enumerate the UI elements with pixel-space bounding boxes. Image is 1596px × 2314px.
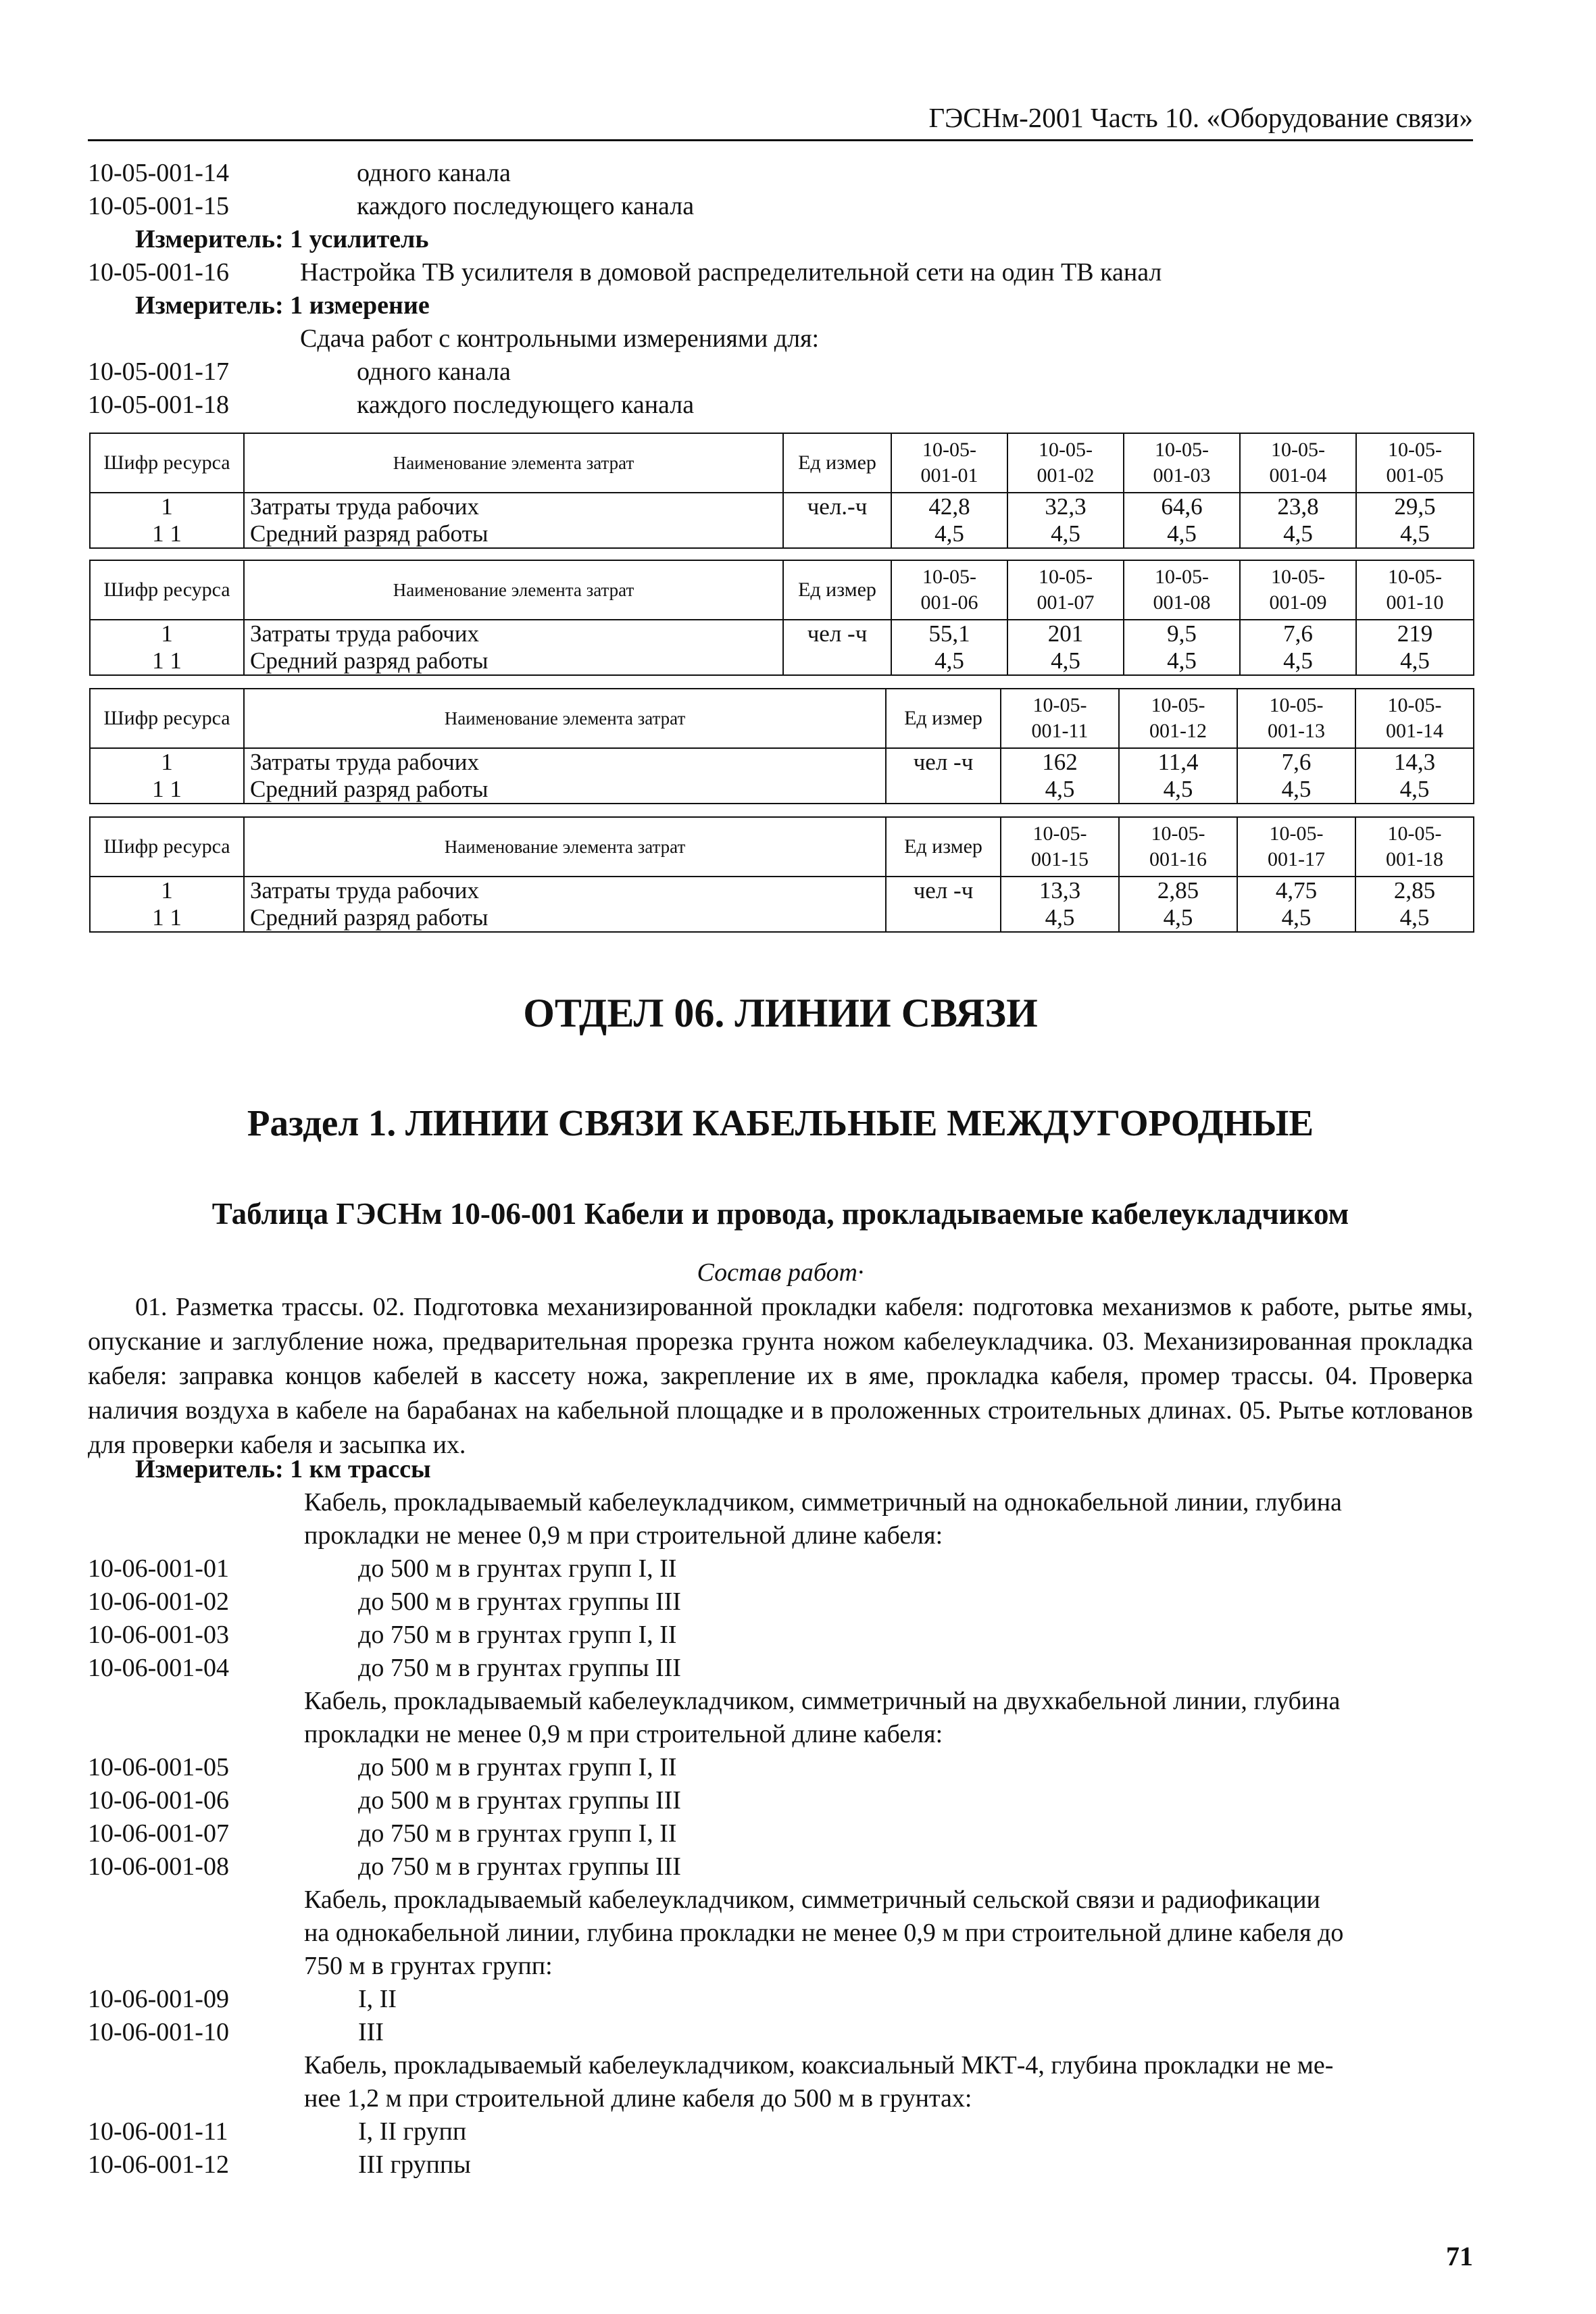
norm-code: 10-06-001-04	[88, 1654, 229, 1682]
resource-table	[89, 433, 1474, 549]
header-norm-code	[1001, 689, 1119, 748]
norm-code-part: 001-08	[1153, 591, 1211, 614]
resource-code: 1 1	[90, 776, 244, 804]
norm-code: 10-05-001-14	[88, 159, 229, 187]
item-description: I, II групп	[358, 2117, 467, 2146]
header-element-name: Наименование элемента затрат	[244, 560, 783, 620]
norm-code-part: 001-01	[920, 464, 978, 487]
cost-element-name: Затраты труда рабочих	[244, 493, 783, 520]
measure-unit: Измеритель: 1 усилитель	[135, 225, 429, 253]
norm-code-part: 10-05-	[1271, 439, 1325, 461]
composition-text: 01. Разметка трассы. 02. Подготовка механизированной прокладки кабеля: подготовка механизмов к работе, рытье ямы, опускание и заглубление ножа, предварительная прорезка грунта ножом кабелеукладчика. 03. Механизированная прокладка кабеля: заправка концов кабелей в кассету ножа, закрепление их в яме, прокладка кабеля, промер трассы. 04. Проверка наличия воздуха в кабеле на барабанах на кабельной площадке и в проложенных строительных длинах. 05. Рытье котлованов для проверки кабеля и засыпка их.	[88, 1293, 1473, 1459]
header-norm-code	[1356, 560, 1474, 620]
unit-value: чел -ч	[783, 620, 891, 647]
header-norm-code	[1119, 689, 1237, 748]
norm-value: 4,5	[1001, 904, 1119, 932]
norm-value: 4,5	[1240, 520, 1356, 548]
department-heading: ОТДЕЛ 06. ЛИНИИ СВЯЗИ	[523, 991, 1038, 1035]
norm-code-part: 001-18	[1386, 848, 1443, 870]
norm-code-part: 10-05-	[1269, 694, 1324, 716]
norm-code-part: 10-05-	[1387, 822, 1442, 845]
norm-code-part: 10-05-	[1155, 439, 1209, 461]
table-row	[90, 877, 1474, 904]
header-norm-code	[1119, 817, 1237, 877]
norm-value: 4,5	[1001, 776, 1119, 804]
code-line	[88, 1983, 1473, 2016]
norm-value: 29,5	[1356, 493, 1474, 520]
resource-code: 1 1	[90, 520, 244, 548]
norm-value: 4,5	[1237, 904, 1355, 932]
norm-code: 10-05-001-16	[88, 258, 229, 287]
header-resource-code: Шифр ресурса	[90, 689, 244, 748]
item-description: Кабель, прокладываемый кабелеукладчиком, симметричный на однокабельной линии, глубина	[304, 1488, 1342, 1517]
norm-value: 7,6	[1237, 748, 1355, 776]
top-code-list	[88, 157, 1473, 422]
item-description: до 500 м в грунтах группы III	[358, 1786, 681, 1815]
item-description: одного канала	[357, 358, 511, 386]
header-element-name: Наименование элемента затрат	[244, 433, 783, 493]
code-line	[88, 1917, 1473, 1950]
header-norm-code	[891, 560, 1007, 620]
norm-code: 10-06-001-05	[88, 1753, 229, 1781]
resource-code: 1 1	[90, 904, 244, 932]
norm-code-part: 001-12	[1149, 720, 1207, 742]
code-line	[88, 1718, 1473, 1751]
code-line	[88, 1519, 1473, 1552]
norm-value: 7,6	[1240, 620, 1356, 647]
resource-code: 1 1	[90, 647, 244, 675]
code-line	[88, 1652, 1473, 1685]
norm-code: 10-05-001-18	[88, 391, 229, 419]
header-unit: Ед измер	[886, 689, 1001, 748]
table-row	[90, 620, 1474, 647]
item-description: каждого последующего канала	[357, 192, 695, 220]
code-line	[88, 1817, 1473, 1850]
table-row	[90, 748, 1474, 776]
norm-value: 32,3	[1007, 493, 1124, 520]
norm-code-part: 001-13	[1268, 720, 1325, 742]
unit-value	[886, 776, 1001, 804]
norm-value: 4,5	[1240, 647, 1356, 675]
code-line	[88, 157, 1473, 190]
norm-code-part: 001-14	[1386, 720, 1443, 742]
norm-value: 55,1	[891, 620, 1007, 647]
norm-code: 10-06-001-06	[88, 1786, 229, 1815]
norm-code: 10-06-001-08	[88, 1852, 229, 1881]
cost-element-name: Затраты труда рабочих	[244, 748, 886, 776]
code-line	[88, 1585, 1473, 1619]
table-row	[90, 493, 1474, 520]
item-description: Кабель, прокладываемый кабелеукладчиком, симметричный на двухкабельной линии, глубина	[304, 1687, 1341, 1715]
norm-code: 10-06-001-02	[88, 1587, 229, 1616]
resource-code: 1	[90, 620, 244, 647]
norm-value: 4,5	[1355, 904, 1474, 932]
norm-value: 4,5	[1237, 776, 1355, 804]
code-line	[88, 2016, 1473, 2049]
code-line	[88, 1751, 1473, 1784]
item-description: до 500 м в грунтах групп I, II	[358, 1554, 677, 1583]
item-description: прокладки не менее 0,9 м при строительной длине кабеля:	[304, 1521, 943, 1550]
norm-code: 10-06-001-09	[88, 1985, 229, 2013]
code-line	[88, 2115, 1473, 2148]
item-description: Сдача работ с контрольными измерениями для:	[300, 324, 820, 353]
norm-code-part: 001-03	[1153, 464, 1211, 487]
code-line	[88, 389, 1473, 422]
norm-value: 4,5	[1119, 776, 1237, 804]
code-line	[88, 1486, 1473, 1519]
cost-element-name: Средний разряд работы	[244, 904, 886, 932]
header-norm-code	[1124, 560, 1240, 620]
norm-code-part: 10-05-	[1269, 822, 1324, 845]
header-element-name: Наименование элемента затрат	[244, 689, 886, 748]
norm-value: 219	[1356, 620, 1474, 647]
code-line	[88, 1950, 1473, 1983]
norm-code: 10-06-001-11	[88, 2117, 228, 2146]
header-norm-code	[1240, 433, 1356, 493]
norm-value: 14,3	[1355, 748, 1474, 776]
header-norm-code	[1356, 433, 1474, 493]
norm-code-part: 10-05-	[1271, 566, 1325, 588]
norm-value: 4,5	[891, 520, 1007, 548]
header-norm-code	[1007, 560, 1124, 620]
measure-unit-line	[88, 223, 1473, 256]
header-unit: Ед измер	[886, 817, 1001, 877]
norm-code-part: 10-05-	[1032, 822, 1087, 845]
norm-code-part: 10-05-	[922, 439, 976, 461]
header-resource-code: Шифр ресурса	[90, 433, 244, 493]
header-norm-code	[1355, 689, 1474, 748]
code-line	[88, 1850, 1473, 1884]
norm-code: 10-06-001-01	[88, 1554, 229, 1583]
item-description: Кабель, прокладываемый кабелеукладчиком, коаксиальный МКТ-4, глубина прокладки не ме-	[304, 2051, 1334, 2079]
item-description: до 750 м в грунтах групп I, II	[358, 1819, 677, 1848]
norm-value: 23,8	[1240, 493, 1356, 520]
item-description: до 500 м в грунтах группы III	[358, 1587, 681, 1616]
work-composition	[88, 1256, 1473, 1462]
norm-value: 4,5	[1355, 776, 1474, 804]
measure-unit: Измеритель: 1 км трассы	[135, 1455, 431, 1483]
norm-value: 4,5	[1124, 520, 1240, 548]
header-norm-code	[1355, 817, 1474, 877]
resource-code: 1	[90, 493, 244, 520]
code-line	[88, 190, 1473, 223]
cost-element-name: Средний разряд работы	[244, 647, 783, 675]
item-description: каждого последующего канала	[357, 391, 695, 419]
norm-value: 9,5	[1124, 620, 1240, 647]
norm-value: 4,5	[1007, 647, 1124, 675]
norm-code-part: 10-05-	[922, 566, 976, 588]
norm-code-part: 10-05-	[1388, 566, 1442, 588]
norm-value: 11,4	[1119, 748, 1237, 776]
composition-title: Состав работ·	[697, 1258, 864, 1287]
norm-value: 4,5	[1356, 520, 1474, 548]
norm-code-part: 10-05-	[1388, 439, 1442, 461]
norm-value: 4,75	[1237, 877, 1355, 904]
header-norm-code	[1124, 433, 1240, 493]
item-description: нее 1,2 м при строительной длине кабеля до 500 м в грунтах:	[304, 2084, 972, 2113]
code-line	[88, 2148, 1473, 2182]
resource-code: 1	[90, 877, 244, 904]
resource-code: 1	[90, 748, 244, 776]
table-row	[90, 776, 1474, 804]
norm-value: 4,5	[1356, 647, 1474, 675]
norm-value: 64,6	[1124, 493, 1240, 520]
code-line	[88, 2049, 1473, 2082]
measure-unit-line	[88, 1453, 1473, 1486]
norm-code-part: 10-05-	[1039, 439, 1093, 461]
norm-value: 2,85	[1119, 877, 1237, 904]
item-description: до 750 м в грунтах группы III	[358, 1654, 681, 1682]
header-norm-code	[1001, 817, 1119, 877]
norm-value: 42,8	[891, 493, 1007, 520]
table-row	[90, 520, 1474, 548]
header-norm-code	[891, 433, 1007, 493]
section-heading: Раздел 1. ЛИНИИ СВЯЗИ КАБЕЛЬНЫЕ МЕЖДУГОРОДНЫЕ	[247, 1102, 1314, 1143]
norm-code-part: 10-05-	[1151, 822, 1205, 845]
norm-code-part: 10-05-	[1151, 694, 1205, 716]
norm-code-part: 001-17	[1268, 848, 1325, 870]
norm-value: 4,5	[1124, 647, 1240, 675]
header-element-name: Наименование элемента затрат	[244, 817, 886, 877]
norm-code-part: 001-05	[1386, 464, 1444, 487]
norm-code-part: 10-05-	[1155, 566, 1209, 588]
cost-element-name: Средний разряд работы	[244, 520, 783, 548]
norm-value: 4,5	[1119, 904, 1237, 932]
norm-code-part: 001-06	[920, 591, 978, 614]
norm-value: 4,5	[1007, 520, 1124, 548]
item-description: III группы	[358, 2150, 471, 2179]
header-unit: Ед измер	[783, 560, 891, 620]
header-norm-code	[1237, 817, 1355, 877]
norm-code-part: 10-05-	[1032, 694, 1087, 716]
item-description: прокладки не менее 0,9 м при строительной длине кабеля:	[304, 1720, 943, 1748]
item-description: на однокабельной линии, глубина прокладки не менее 0,9 м при строительной длине кабеля до	[304, 1919, 1344, 1947]
unit-value	[886, 904, 1001, 932]
bottom-code-list	[88, 1453, 1473, 2182]
norm-value: 2,85	[1355, 877, 1474, 904]
norm-code-part: 10-05-	[1387, 694, 1442, 716]
item-description: до 750 м в грунтах группы III	[358, 1852, 681, 1881]
cost-element-name: Средний разряд работы	[244, 776, 886, 804]
item-description: одного канала	[357, 159, 511, 187]
cost-element-name: Затраты труда рабочих	[244, 877, 886, 904]
norm-code: 10-06-001-03	[88, 1621, 229, 1649]
cost-element-name: Затраты труда рабочих	[244, 620, 783, 647]
norm-value: 201	[1007, 620, 1124, 647]
item-description: I, II	[358, 1985, 397, 2013]
resource-table	[89, 688, 1474, 804]
table-row	[90, 647, 1474, 675]
norm-code: 10-06-001-12	[88, 2150, 229, 2179]
resource-table	[89, 816, 1474, 933]
header-unit: Ед измер	[783, 433, 891, 493]
header-norm-code	[1007, 433, 1124, 493]
norm-code-part: 001-10	[1386, 591, 1444, 614]
norm-code-part: 10-05-	[1039, 566, 1093, 588]
item-description: Настройка ТВ усилителя в домовой распределительной сети на один ТВ канал	[300, 258, 1162, 287]
norm-code-part: 001-07	[1037, 591, 1095, 614]
code-line	[88, 1784, 1473, 1817]
header-norm-code	[1237, 689, 1355, 748]
norm-code: 10-05-001-17	[88, 358, 229, 386]
code-line	[88, 1552, 1473, 1585]
item-description: Кабель, прокладываемый кабелеукладчиком, симметричный сельской связи и радиофикации	[304, 1886, 1320, 1914]
header-resource-code: Шифр ресурса	[90, 817, 244, 877]
code-line	[88, 256, 1473, 289]
code-line	[88, 1884, 1473, 1917]
measure-unit-line	[88, 289, 1473, 322]
unit-value: чел -ч	[886, 877, 1001, 904]
norm-code-part: 001-15	[1031, 848, 1089, 870]
norm-code-part: 001-02	[1037, 464, 1095, 487]
norm-code: 10-05-001-15	[88, 192, 229, 220]
code-line	[88, 2082, 1473, 2115]
norm-code-part: 001-16	[1149, 848, 1207, 870]
code-line	[88, 1619, 1473, 1652]
norm-code-part: 001-09	[1269, 591, 1327, 614]
header-resource-code: Шифр ресурса	[90, 560, 244, 620]
table-title: Таблица ГЭСНм 10-06-001 Кабели и провода, прокладываемые кабелеукладчиком	[211, 1197, 1349, 1231]
norm-value: 13,3	[1001, 877, 1119, 904]
measure-unit: Измеритель: 1 измерение	[135, 291, 430, 320]
code-line	[88, 1685, 1473, 1718]
unit-value	[783, 520, 891, 548]
item-description: III	[358, 2018, 384, 2046]
norm-code: 10-06-001-07	[88, 1819, 229, 1848]
unit-value	[783, 647, 891, 675]
norm-value: 162	[1001, 748, 1119, 776]
unit-value: чел.-ч	[783, 493, 891, 520]
norm-code-part: 001-11	[1031, 720, 1089, 742]
norm-code-part: 001-04	[1269, 464, 1327, 487]
code-line	[88, 322, 1473, 355]
running-header: ГЭСНм-2001 Часть 10. «Оборудование связи»	[88, 101, 1473, 141]
norm-value: 4,5	[891, 647, 1007, 675]
item-description: до 500 м в грунтах групп I, II	[358, 1753, 677, 1781]
table-row	[90, 904, 1474, 932]
page-number: 71	[1446, 2241, 1473, 2271]
item-description: до 750 м в грунтах групп I, II	[358, 1621, 677, 1649]
norm-code: 10-06-001-10	[88, 2018, 229, 2046]
item-description: 750 м в грунтах групп:	[304, 1952, 553, 1980]
resource-table	[89, 560, 1474, 676]
unit-value: чел -ч	[886, 748, 1001, 776]
header-norm-code	[1240, 560, 1356, 620]
code-line	[88, 355, 1473, 389]
